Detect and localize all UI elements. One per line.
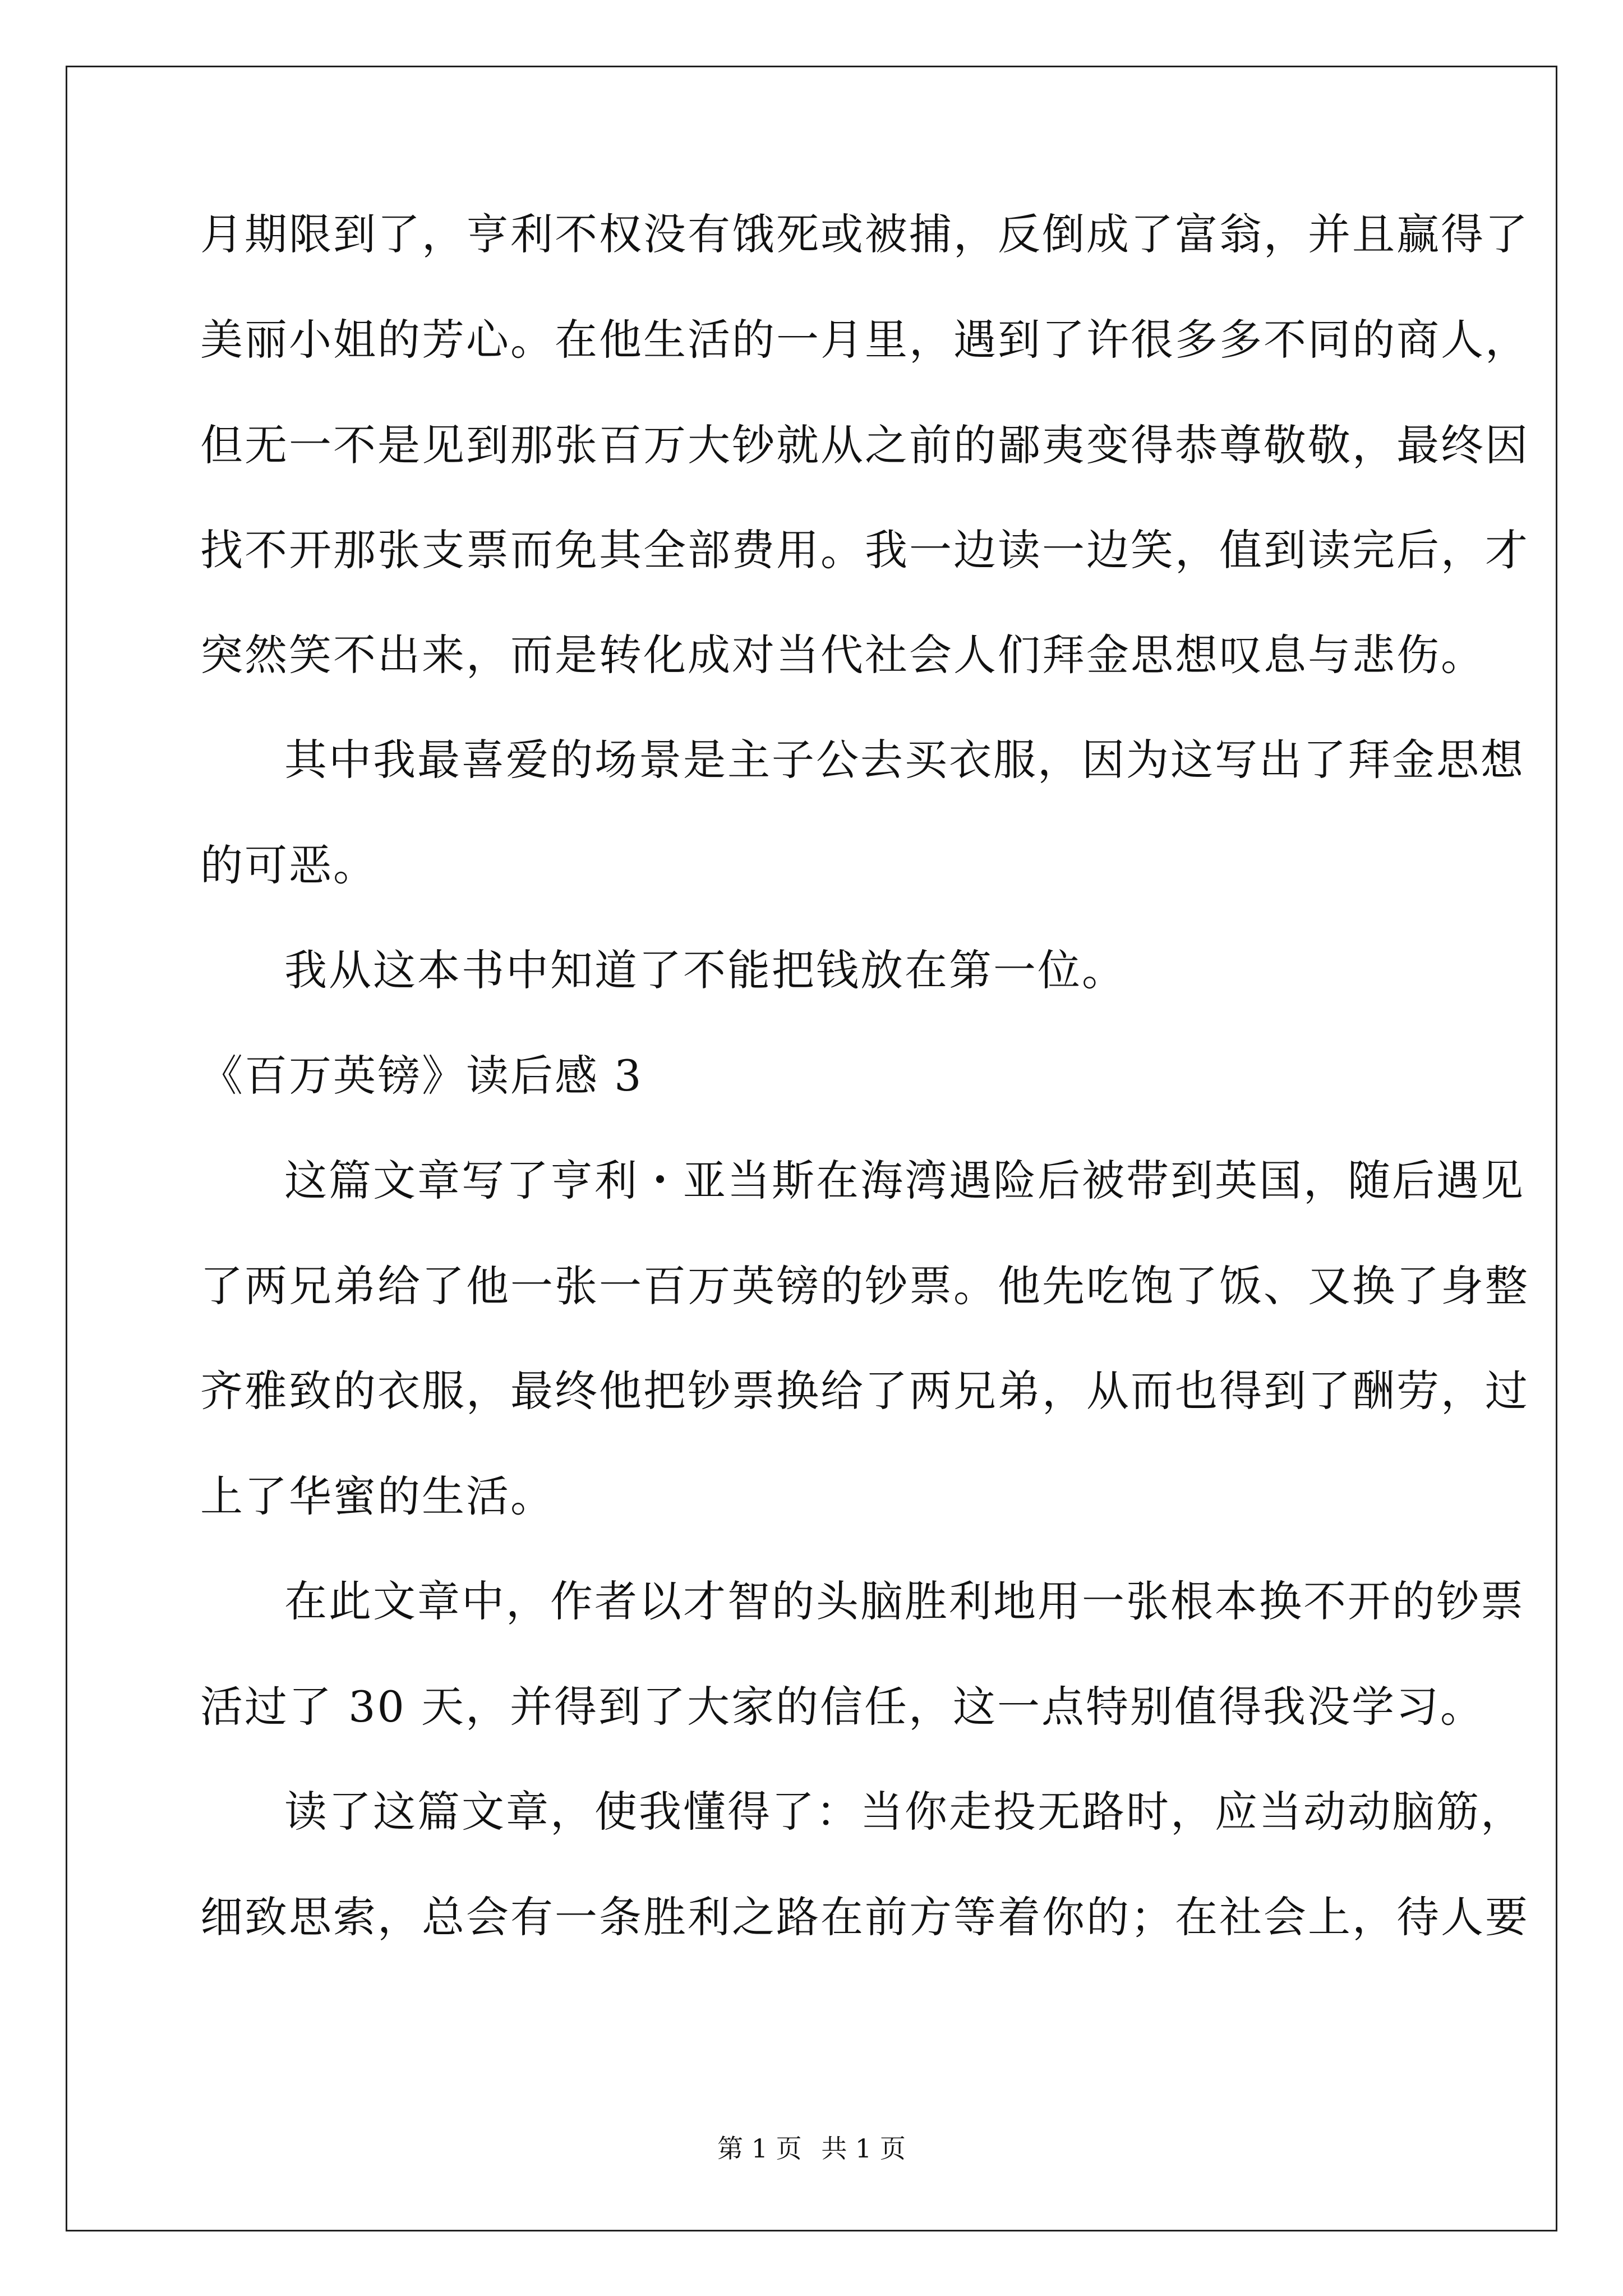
text-line: 找不开那张支票而免其全部费用。我一边读一边笑，值到读完后，才 bbox=[200, 525, 1529, 575]
text-line: 了两兄弟给了他一张一百万英镑的钞票。他先吃饱了饭、又换了身整 bbox=[200, 1261, 1529, 1311]
text-line: 月期限到了，亨利不权没有饿死或被捕，反倒成了富翁，并且赢得了 bbox=[200, 209, 1529, 259]
text-line: 细致思索，总会有一条胜利之路在前方等着你的；在社会上，待人要 bbox=[200, 1892, 1529, 1942]
paragraph-start-line: 其中我最喜爱的场景是主子公去买衣服，因为这写出了拜金思想 bbox=[284, 735, 1525, 785]
text-line: 的可恶。 bbox=[200, 840, 377, 890]
text-line: 上了华蜜的生活。 bbox=[200, 1471, 555, 1521]
paragraph-start-line: 这篇文章写了亨利・亚当斯在海湾遇险后被带到英国，随后遇见 bbox=[284, 1156, 1525, 1205]
text-line: 但无一不是见到那张百万大钞就从之前的鄙夷变得恭尊敬敬，最终因 bbox=[200, 420, 1529, 470]
text-line: 美丽小姐的芳心。在他生活的一月里，遇到了许很多多不同的商人， bbox=[200, 315, 1529, 365]
page-number: 第 1 页 bbox=[717, 2133, 802, 2164]
page-total: 共 1 页 bbox=[821, 2133, 906, 2164]
text-line: 突然笑不出来，而是转化成对当代社会人们拜金思想叹息与悲伤。 bbox=[200, 630, 1485, 680]
paragraph-start-line: 读了这篇文章，使我懂得了：当你走投无路时，应当动动脑筋， bbox=[284, 1787, 1525, 1837]
page-footer bbox=[0, 2132, 1623, 2165]
section-heading: 《百万英镑》读后感 3 bbox=[200, 1051, 643, 1101]
paragraph-start-line: 在此文章中，作者以才智的头脑胜利地用一张根本换不开的钞票 bbox=[284, 1576, 1525, 1626]
paragraph-start-line: 我从这本书中知道了不能把钱放在第一位。 bbox=[284, 945, 1126, 995]
text-line: 活过了 30 天，并得到了大家的信任，这一点特别值得我没学习。 bbox=[200, 1682, 1485, 1732]
text-line: 齐雅致的衣服，最终他把钞票换给了两兄弟，从而也得到了酬劳，过 bbox=[200, 1366, 1529, 1416]
